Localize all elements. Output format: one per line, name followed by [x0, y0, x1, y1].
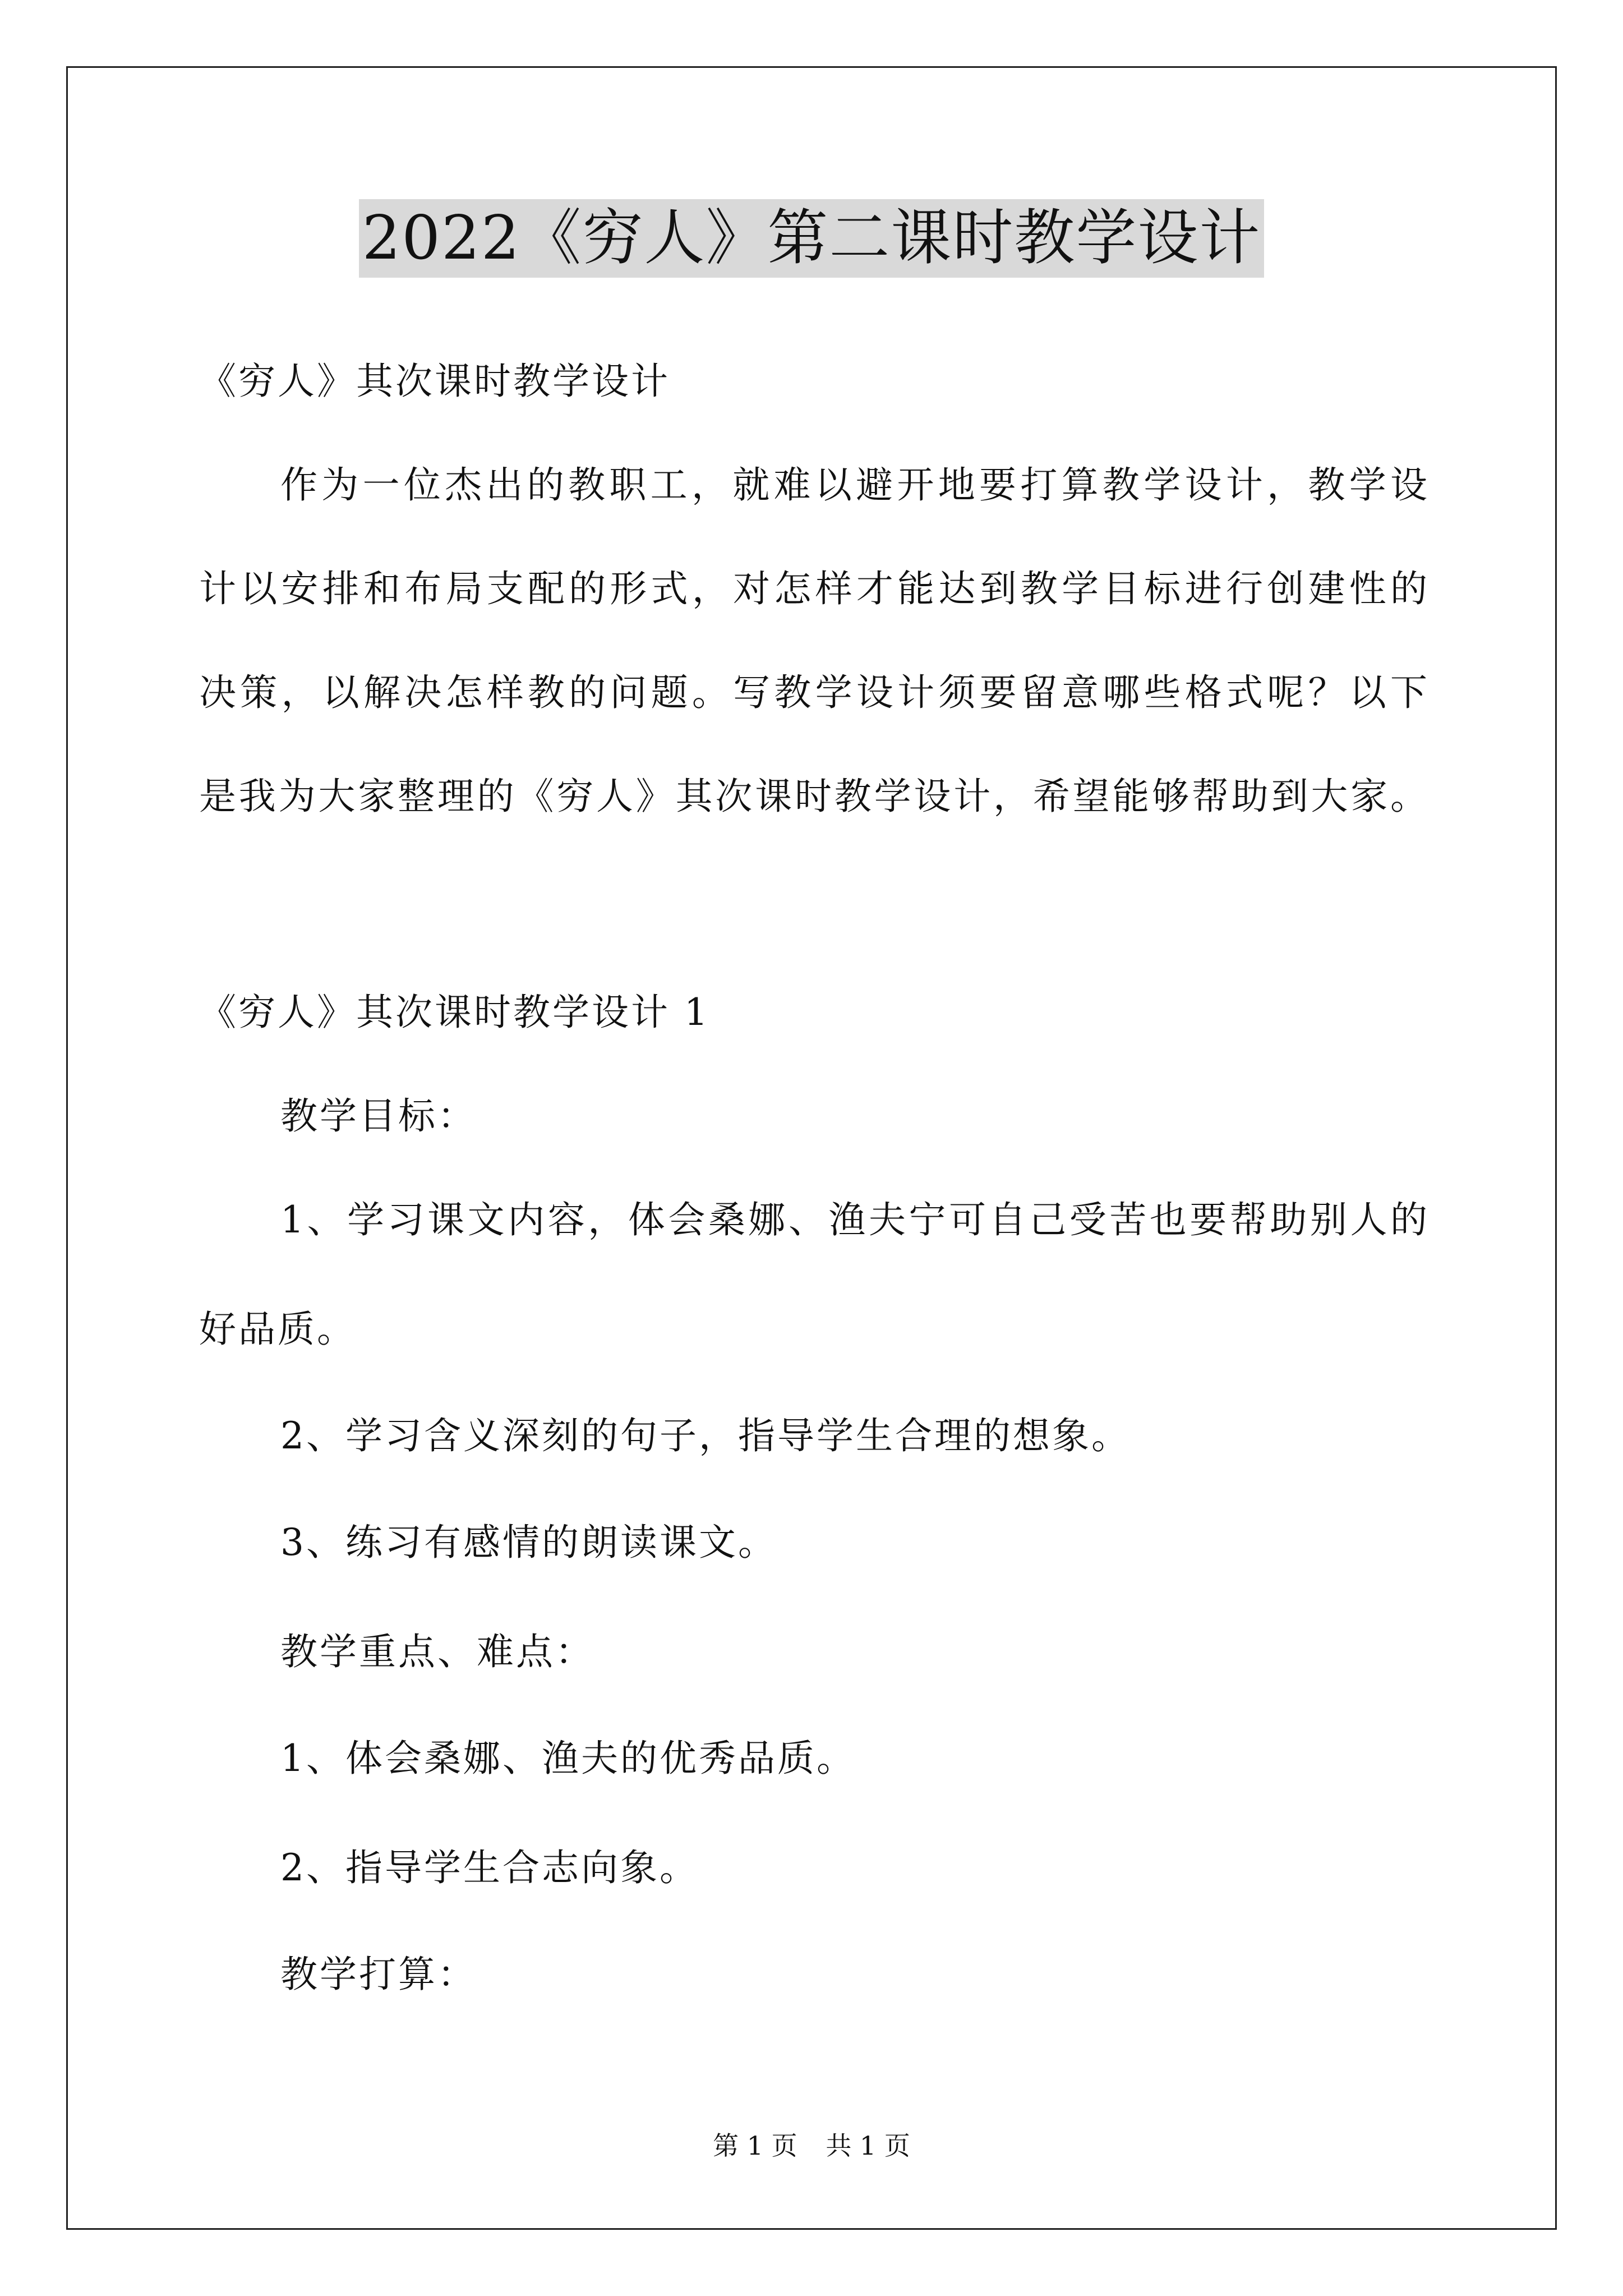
page-number: 第 1 页	[713, 2131, 797, 2161]
key-point-2: 2、指导学生合志向象。	[280, 1846, 699, 1889]
objective-1-line-1: 1、学习课文内容，体会桑娜、渔夫宁可自己受苦也要帮助别人的	[280, 1198, 1427, 1241]
intro-line-4: 是我为大家整理的《穷人》其次课时教学设计，希望能够帮助到大家。	[199, 775, 1427, 818]
key-points-heading: 教学重点、难点：	[280, 1630, 594, 1673]
key-point-1: 1、体会桑娜、渔夫的优秀品质。	[280, 1737, 856, 1780]
preparation-heading: 教学打算：	[280, 1953, 477, 1996]
objective-1-line-2: 好品质。	[199, 1308, 356, 1351]
section-heading: 《穷人》其次课时教学设计 1	[199, 991, 710, 1034]
document-title: 2022《穷人》第二课时教学设计	[359, 199, 1265, 278]
objective-2: 2、学习含义深刻的句子，指导学生合理的想象。	[280, 1414, 1131, 1457]
page-footer	[0, 2129, 1623, 2162]
objectives-heading: 教学目标：	[280, 1094, 477, 1138]
title-container	[0, 199, 1623, 278]
intro-line-2: 计以安排和布局支配的形式，对怎样才能达到教学目标进行创建性的	[199, 567, 1427, 610]
intro-line-1: 作为一位杰出的教职工，就难以避开地要打算教学设计，教学设	[280, 463, 1427, 507]
objective-3: 3、练习有感情的朗读课文。	[280, 1521, 777, 1564]
intro-line-3: 决策，以解决怎样教的问题。写教学设计须要留意哪些格式呢？以下	[199, 671, 1427, 714]
subtitle: 《穷人》其次课时教学设计	[199, 360, 670, 403]
page-total: 共 1 页	[826, 2131, 910, 2161]
